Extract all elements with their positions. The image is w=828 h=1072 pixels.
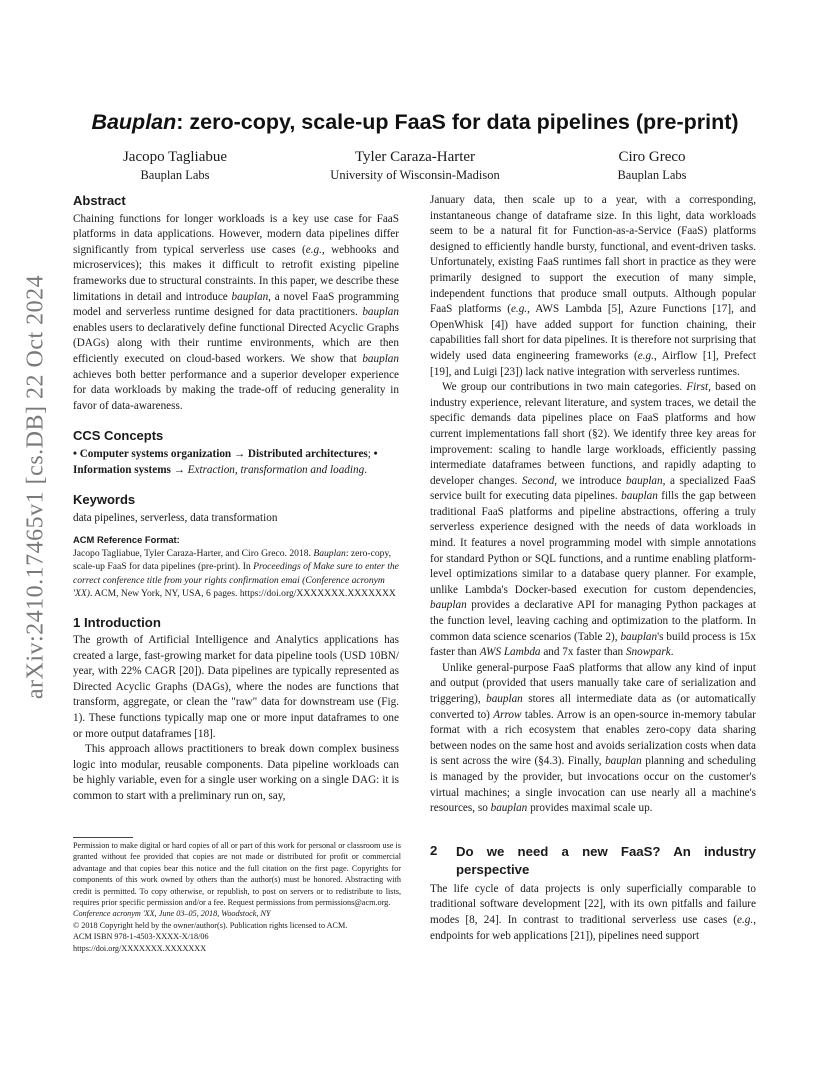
right-column xyxy=(430,193,756,944)
section-2-heading: 2 Do we need a new FaaS? An industry perspective xyxy=(430,842,756,877)
ccs-text: • Computer systems organization → Distributed architectures; • Information systems → Extraction, transformation and loading. xyxy=(73,447,378,476)
title-bauplan: Bauplan xyxy=(91,110,177,134)
right-paragraph-3: Unlike general-purpose FaaS platforms that allow any kind of input and output (provided that users manually take care of serialization and triggering), bauplan stores all intermediate data as (or automatically converted to) Arrow tables. Arrow is an open-source in-memory tabular format with a rich ecosystem that enables zero-copy data sharing between nodes on the same host and avoids serialization costs when data is sent across the wire (§4.3). Finally, bauplan planning and scheduling is managed by the provider, but invocations occur on the customer's virtual machines; a single invocation can use nearly all a machine's resources, so bauplan provides maximal scale up. xyxy=(430,661,757,815)
copyright-line: © 2018 Copyright held by the owner/author(s). Publication rights licensed to ACM. xyxy=(73,920,348,930)
section-2-paragraph: The life cycle of data projects is only superficially comparable to traditional software development [22], with its own pitfalls and failure modes [8, 24]. In contrast to traditional serverless use cases (e.g., endpoints for web applications [21]), pipelines need support xyxy=(430,882,756,942)
keywords-text: data pipelines, serverless, data transformation xyxy=(73,511,278,524)
copyright-footnote xyxy=(73,840,401,954)
paper-title xyxy=(70,110,760,135)
arxiv-sidebar xyxy=(6,274,66,700)
left-column xyxy=(73,193,399,805)
title-rest: : zero-copy, scale-up FaaS for data pipelines (pre-print) xyxy=(176,110,739,134)
right-paragraph-2: We group our contributions in two main categories. First, based on industry experience, relevant literature, and system traces, we detail the specific demands data pipelines place on FaaS platforms and how current implementations fall short (§2). We identify three key areas for improvement: scaling to handle large workloads, efficiently passing intermediate dataframes between functions, and rapidly adapting to developer changes. Second, we introduce bauplan, a specialized FaaS service built for executing data pipelines. bauplan fills the gap between traditional FaaS platforms and pipeline abstractions, offering a truly serverless experience designed with the needs of data workloads in mind. It features a novel programming model with simple annotations for standard Python or SQL functions, and a runtime enabling platform-level optimizations similar to a database query planner. For example, unlike Lambda's Docker-based execution for custom dependencies, bauplan provides a declarative API for managing Python packages at the function level, leaving caching and optimization to the platform. In common data science scenarios (Table 2), bauplan's build process is 15x faster than AWS Lambda and 7x faster than Snowpark. xyxy=(430,381,757,659)
author-affiliation: Bauplan Labs xyxy=(140,168,210,182)
author-3 xyxy=(572,148,732,184)
section-1-heading: 1 Introduction xyxy=(73,614,161,630)
author-affiliation: University of Wisconsin-Madison xyxy=(330,168,500,182)
intro-paragraph-2: This approach allows practitioners to break down complex business logic into modular, reusable components. Data pipeline workloads can be highly variable, even for a single user working on a single DAG: it is common to start with a preliminary run on, say, xyxy=(73,743,399,803)
acm-reference-heading: ACM Reference Format: xyxy=(73,534,180,546)
doi-line: https://doi.org/XXXXXXX.XXXXXXX xyxy=(73,943,207,953)
permission-notice: Permission to make digital or hard copies of all or part of this work for personal or classroom use is granted without fee provided that copies are not made or distributed for profit or commercial advantage and that copies bear this notice and the full citation on the first page. Copyrights for components of this work owned by others than the author(s) must be honored. Abstracting with credit is permitted. To copy otherwise, or republish, to post on servers or to redistribute to lists, requires prior specific permission and/or a fee. Request permissions from permissions@acm.org. xyxy=(73,841,401,908)
abstract-heading: Abstract xyxy=(73,193,126,208)
right-paragraph-1: January data, then scale up to a year, with a corresponding, instantaneous change of dataframe size. In this light, data workloads seem to be a natural fit for Function-as-a-Service (FaaS) platforms designed to efficiently handle bursty, functional, and event-driven tasks. Unfortunately, existing FaaS runtimes fall short in practice as they were primarily designed to support the execution of many simple, independent functions that produce small outputs. Although popular FaaS platforms (e.g., AWS Lambda [5], Azure Functions [17], and OpenWhisk [4]) have added support for function chaining, their capabilities fall short for data pipelines. It is therefore not surprising that widely used data engineering frameworks (e.g., Airflow [1], Prefect [19], and Luigi [23]) lack native integration with serverless runtimes. xyxy=(430,194,756,378)
author-affiliation: Bauplan Labs xyxy=(617,168,687,182)
intro-paragraph-1: The growth of Artificial Intelligence and Analytics applications has created a large, fast-growing market for data pipeline tools (USD 10BN/ year, with 22% CAGR [20]). Data pipelines are typically represented as Directed Acyclic Graphs (DAGs), where the nodes are functions that transform, aggregate, or clean the "raw" data for downstream use (Fig. 1). These functions typically map one or more input dataframes to one or more output dataframes [18]. xyxy=(73,634,399,740)
conference-line: Conference acronym 'XX, June 03–05, 2018, Woodstock, NY xyxy=(73,909,271,919)
acm-reference-text: Jacopo Tagliabue, Tyler Caraza-Harter, and Ciro Greco. 2018. Bauplan: zero-copy, scale-up FaaS for data pipelines (pre-print). In Proceedings of Make sure to enter the correct conference title from your rights confirmation emai (Conference acronym 'XX). ACM, New York, NY, USA, 6 pages. https://doi.org/XXXXXXX.XXXXXXX xyxy=(73,547,399,600)
author-1 xyxy=(95,148,255,184)
author-name: Tyler Caraza-Harter xyxy=(354,149,476,165)
keywords-heading: Keywords xyxy=(73,492,136,508)
author-name: Jacopo Tagliabue xyxy=(122,149,228,165)
footnote-rule xyxy=(73,837,133,838)
author-name: Ciro Greco xyxy=(618,149,686,165)
acm-reference xyxy=(73,534,399,600)
abstract-text: Chaining functions for longer workloads is a key use case for FaaS platforms in data applications. However, modern data pipelines differ significantly from typical serverless use cases (e.g., webhooks and microservices); this makes it difficult to retrofit existing pipeline frameworks due to structural constraints. In this paper, we describe these limitations in detail and introduce bauplan, a novel FaaS programming model and serverless runtime designed for data practitioners. bauplan enables users to declaratively define functional Directed Acyclic Graphs (DAGs) along with their runtime environments, which are then efficiently executed on cloud-based workers. We show that bauplan achieves both better performance and a superior developer experience for data workloads by making the trade-off of reducing generality in favor of data-awareness. xyxy=(73,212,400,412)
arxiv-identifier: arXiv:2410.17465v1 [cs.DB] 22 Oct 2024 xyxy=(22,274,49,700)
author-2 xyxy=(300,148,530,184)
isbn-line: ACM ISBN 978-1-4503-XXXX-X/18/06 xyxy=(73,932,209,942)
ccs-heading: CCS Concepts xyxy=(73,428,164,444)
